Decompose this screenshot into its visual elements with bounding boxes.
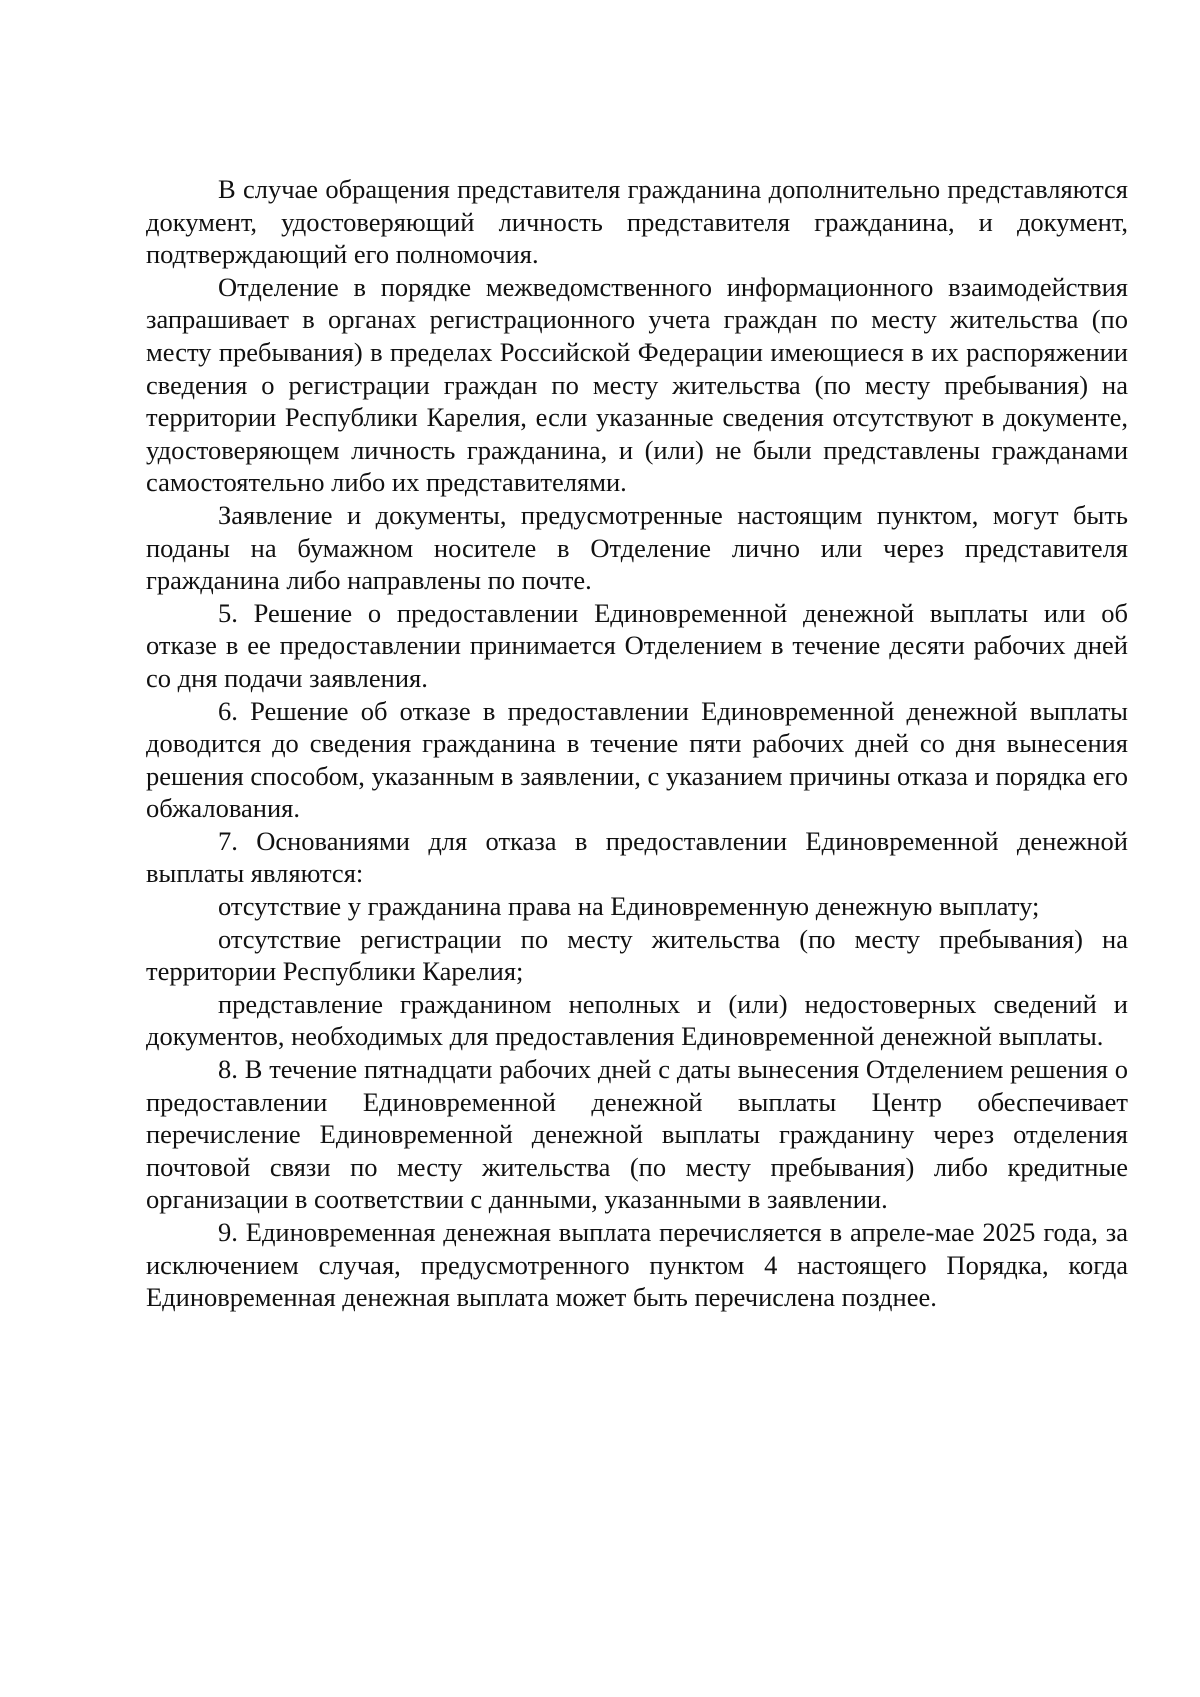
paragraph-item-9: 9. Единовременная денежная выплата перечисляется в апреле-мае 2025 года, за исключением случая, предусмотренного пунктом 4 настоящего Порядка, когда Единовременная денежная выплата может быть перечислена позднее. (146, 1217, 1128, 1313)
document-body (146, 173, 1128, 1314)
paragraph-refusal-ground-2: отсутствие регистрации по месту жительства (по месту пребывания) на территории Республики Карелия; (146, 923, 1128, 987)
paragraph-representative-documents: В случае обращения представителя гражданина дополнительно представляются документ, удостоверяющий личность представителя гражданина, и документ, подтверждающий его полномочия. (146, 174, 1128, 270)
paragraph-interagency-request: Отделение в порядке межведомственного информационного взаимодействия запрашивает в органах регистрационного учета граждан по месту жительства (по месту пребывания) в пределах Российской Федерации имеющиеся в их распоряжении сведения о регистрации граждан по месту жительства (по месту пребывания) на территории Республики Карелия, если указанные сведения отсутствуют в документе, удостоверяющем личность гражданина, и (или) не были представлены гражданами самостоятельно либо их представителями. (146, 271, 1128, 498)
paragraph-item-5: 5. Решение о предоставлении Единовременной денежной выплаты или об отказе в ее предоставлении принимается Отделением в течение десяти рабочих дней со дня подачи заявления. (146, 597, 1128, 693)
paragraph-item-8: 8. В течение пятнадцати рабочих дней с даты вынесения Отделением решения о предоставлении Единовременной денежной выплаты Центр обеспечивает перечисление Единовременной денежной выплаты гражданину через отделения почтовой связи по месту жительства (по месту пребывания) либо кредитные организации в соответствии с данными, указанными в заявлении. (146, 1054, 1128, 1215)
paragraph-item-7: 7. Основаниями для отказа в предоставлении Единовременной денежной выплаты являются: (146, 825, 1128, 889)
paragraph-submission-methods: Заявление и документы, предусмотренные настоящим пунктом, могут быть поданы на бумажном носителе в Отделение лично или через представителя гражданина либо направлены по почте. (146, 499, 1128, 596)
paragraph-refusal-ground-1: отсутствие у гражданина права на Единовременную денежную выплату; (218, 891, 1040, 922)
paragraph-refusal-ground-3: представление гражданином неполных и (или) недостоверных сведений и документов, необходимых для предоставления Единовременной денежной выплаты. (146, 988, 1128, 1052)
paragraph-item-6: 6. Решение об отказе в предоставлении Единовременной денежной выплаты доводится до сведения гражданина в течение пяти рабочих дней со дня вынесения решения способом, указанным в заявлении, с указанием причины отказа и порядка его обжалования. (146, 695, 1128, 824)
